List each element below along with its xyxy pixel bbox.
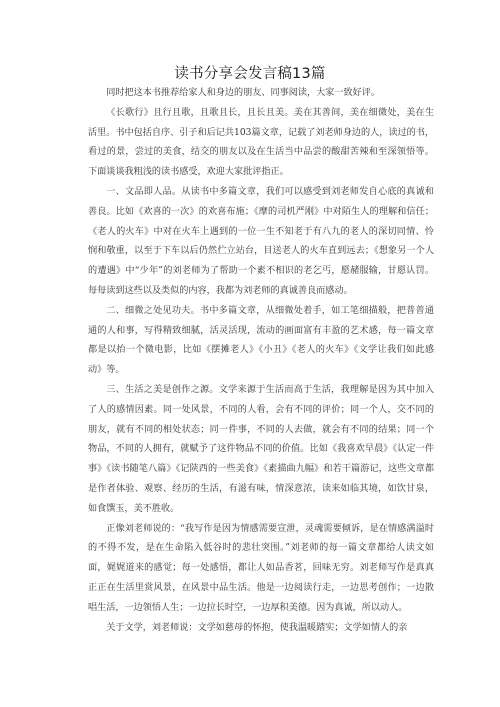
document-body — [88, 84, 434, 638]
paragraph: 一、文品即人品。从读书中多篇文章，我们可以感受到刘老师发自心底的真诚和善良。比如《欢喜的一次》的欢喜布施；《摩的司机严刚》中对陌生人的理解和信任；《老人的火车》中对在火车上遇到的一位一生不知老于有八九的老人的深切同情、怜悯和敬重，以至于下车以后仍然伫立站台，目送老人的火车直到远去；《想象另一个人的遭遇》中“少年”的刘老师为了帮助一个素不相识的老乞丐，愿赭服输，甘愿认罚。每每读到这些以及类似的内容，我都为刘老师的真诚善良而感动。 — [88, 186, 434, 296]
paragraph: 二、细微之处见功夫。书中多篇文章，从细微处着手，如工笔细描般，把普普通通的人和事，写得精致细腻，活灵活现，流动的画面富有丰盈的艺术感，每一篇文章都是以抬一个微电影，比如《摆摊老人》《小丑》《老人的火车》《文学让我们如此感动》等。 — [88, 305, 434, 376]
paragraph: 同时把这本书推荐给家人和身边的朋友、同事阅读，大家一致好评。 — [106, 88, 381, 98]
paragraph: 《长歌行》且行且歌，且歌且长，且长且美。美在其善间，美在细微处，美在生活里。书中包括自序、引子和后记共103篇文章，记载了刘老师身边的人，读过的书，看过的景，尝过的美食，结交的朋友以及在生活当中品尝的酸甜苦辣和至深领悟等。下面谈谈我粗浅的读书感受，欢迎大家批评指正。 — [88, 107, 434, 178]
paragraph: 三、生活之美是创作之源。文学来源于生活而高于生活，我理解是因为其中加入了人的感情因素。同一处风景，不同的人看，会有不同的评价；同一个人，交不同的朋友，就有不同的相处状态；同一件事，不同的人去做，就会有不同的结果；同一个物品，不同的人拥有，就赋予了这件物品不同的价值。比如《我喜欢早晨》《认定一件事》《读书随笔八篇》《记陕西的一些美食》《素描曲九幅》和若干篇游记，这些文章都是作者体验、观察、经历的生活，有滋有味，情深意浓，读来如临其境，如饮甘泉，如食馔玉，美不胜收。 — [88, 384, 434, 514]
paragraph: 正像刘老师说的：“我写作是因为情感需要宣泄，灵魂需要倾诉，是在情感满溢时的不得不发，是在生命陷入低谷时的悲壮突围。”刘老师的每一篇文章都给人读文如面，娓娓道来的感觉；每一处感悟，都让人如品香茗，回味无穷。刘老师写作是真真正正在生活里赏风景，在风景中品生活。他是一边阅读行走，一边思考创作；一边散唱生活，一边领悟人生；一边拉长时空，一边厚积美德。因为真诚，所以动人。 — [88, 523, 434, 613]
paragraph: 关于文学，刘老师说：文学如慈母的怀抱，使我温暖踏实；文学如情人的亲 — [106, 622, 408, 633]
document-title: 读书分享会发言稿13篇 — [174, 66, 326, 82]
